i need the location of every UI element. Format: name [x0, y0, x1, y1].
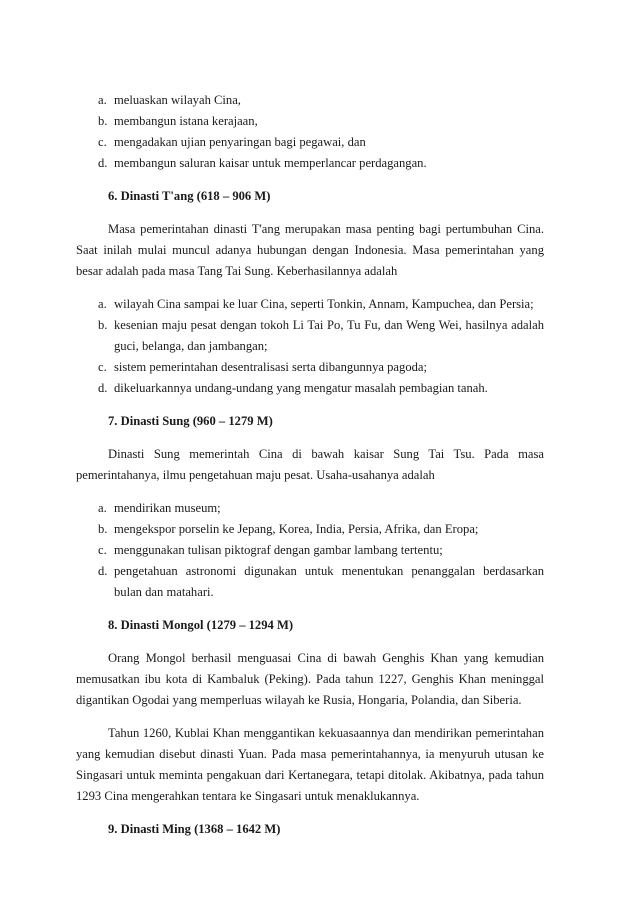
list-item	[98, 378, 544, 399]
section-paragraph-sung: Dinasti Sung memerintah Cina di bawah kaisar Sung Tai Tsu. Pada masa pemerintahanya, ilmu pengetahuan maju pesat. Usaha-usahanya adalah	[76, 447, 544, 482]
list-item	[98, 153, 544, 174]
list-item-text: pengetahuan astronomi digunakan untuk menentukan penanggalan berdasarkan bulan dan matahari.	[114, 564, 544, 599]
section-paragraph-mongol-1: Orang Mongol berhasil menguasai Cina di bawah Genghis Khan yang kemudian memusatkan ibu kota di Kambaluk (Peking). Pada tahun 1227, Genghis Khan meninggal digantikan Ogodai yang memperluas wilayah ke Rusia, Hongaria, Polandia, dan Siberia.	[76, 651, 544, 707]
list-item-text: wilayah Cina sampai ke luar Cina, seperti Tonkin, Annam, Kampuchea, dan Persia;	[114, 297, 534, 311]
list-marker: c.	[98, 135, 107, 149]
list-item-text: mengadakan ujian penyaringan bagi pegawai, dan	[114, 135, 366, 149]
list-item	[98, 498, 544, 519]
list-item	[98, 519, 544, 540]
list-item	[98, 357, 544, 378]
list-marker: c.	[98, 360, 107, 374]
list-item	[98, 132, 544, 153]
list-item-text: membangun istana kerajaan,	[114, 114, 258, 128]
list-item-text: kesenian maju pesat dengan tokoh Li Tai Po, Tu Fu, dan Weng Wei, hasilnya adalah guci, belanga, dan jambangan;	[114, 318, 544, 353]
list-item	[98, 561, 544, 603]
list-item-text: dikeluarkannya undang-undang yang mengatur masalah pembagian tanah.	[114, 381, 488, 395]
list-item	[98, 540, 544, 561]
section-heading-ming: 9. Dinasti Ming (1368 – 1642 M)	[108, 822, 281, 836]
list-item-text: mengekspor porselin ke Jepang, Korea, India, Persia, Afrika, dan Eropa;	[114, 522, 479, 536]
list-marker: c.	[98, 543, 107, 557]
sung-efforts-list	[76, 498, 544, 603]
list-marker: d.	[98, 564, 108, 578]
list-item	[98, 315, 544, 357]
section-heading-sung: 7. Dinasti Sung (960 – 1279 M)	[108, 414, 273, 428]
list-marker: d.	[98, 156, 108, 170]
section-heading-tang: 6. Dinasti T'ang (618 – 906 M)	[108, 189, 271, 203]
section-heading-mongol: 8. Dinasti Mongol (1279 – 1294 M)	[108, 618, 294, 632]
list-item-text: meluaskan wilayah Cina,	[114, 93, 241, 107]
list-marker: a.	[98, 93, 107, 107]
section-paragraph-tang: Masa pemerintahan dinasti T'ang merupakan masa penting bagi pertumbuhan Cina. Saat inilah mulai muncul adanya hubungan dengan Indonesia. Masa pemerintahan yang besar adalah pada masa Tang Tai Sung. Keberhasilannya adalah	[76, 222, 544, 278]
list-marker: b.	[98, 114, 108, 128]
list-item-text: menggunakan tulisan piktograf dengan gambar lambang tertentu;	[114, 543, 443, 557]
tang-achievements-list	[76, 294, 544, 399]
list-marker: a.	[98, 297, 107, 311]
list-item	[98, 111, 544, 132]
list-item-text: membangun saluran kaisar untuk memperlancar perdagangan.	[114, 156, 427, 170]
list-marker: b.	[98, 318, 108, 332]
list-marker: a.	[98, 501, 107, 515]
intro-list	[76, 90, 544, 174]
list-item	[98, 294, 544, 315]
section-paragraph-mongol-2: Tahun 1260, Kublai Khan menggantikan kekuasaannya dan mendirikan pemerintahan yang kemudian disebut dinasti Yuan. Pada masa pemerintahannya, ia menyuruh utusan ke Singasari untuk meminta pengakuan dari Kertanegara, tetapi ditolak. Akibatnya, pada tahun 1293 Cina mengerahkan tentara ke Singasari untuk menaklukannya.	[76, 726, 544, 803]
page-content	[76, 90, 544, 840]
list-marker: b.	[98, 522, 108, 536]
list-item	[98, 90, 544, 111]
list-item-text: mendirikan museum;	[114, 501, 221, 515]
list-item-text: sistem pemerintahan desentralisasi serta dibangunnya pagoda;	[114, 360, 427, 374]
list-marker: d.	[98, 381, 108, 395]
